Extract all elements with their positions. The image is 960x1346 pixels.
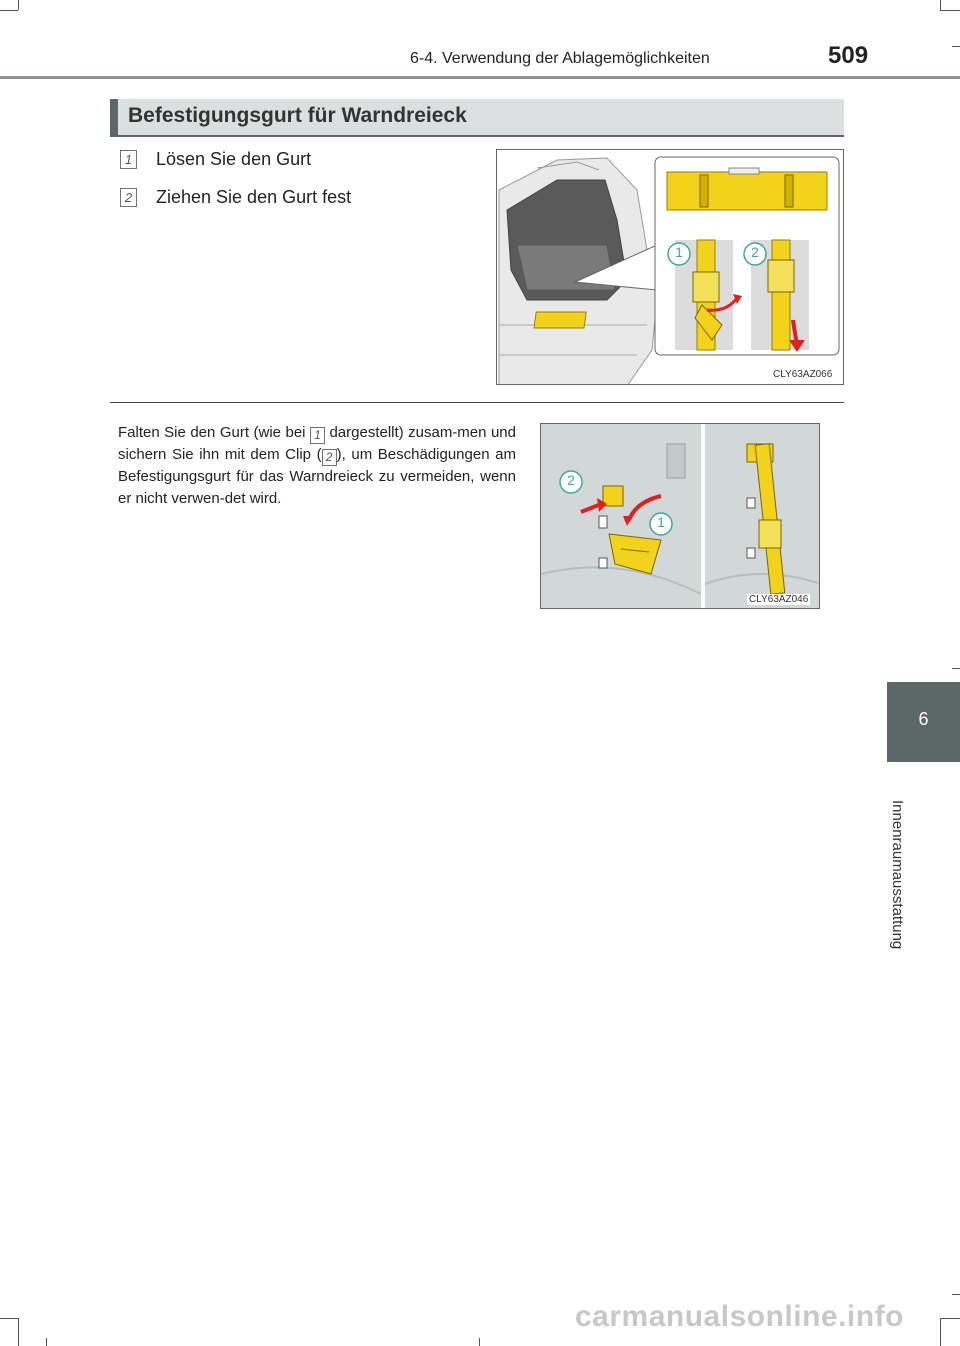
crop-mark [952, 668, 960, 669]
inline-badge: 1 [310, 427, 325, 444]
crop-mark [940, 1318, 941, 1346]
crop-mark [479, 1338, 480, 1346]
callout-2: 2 [751, 244, 759, 260]
crop-mark [952, 1294, 960, 1295]
step-badge: 1 [120, 150, 137, 169]
chapter-thumb-tab [887, 682, 960, 762]
callout-2: 2 [567, 472, 575, 488]
page-number: 509 [828, 42, 869, 69]
body-paragraph [118, 422, 516, 509]
figure-strap-clip [540, 423, 820, 609]
inline-badge: 2 [322, 449, 337, 466]
figure-code: CLY63AZ046 [749, 594, 809, 605]
crop-mark [952, 46, 960, 47]
crop-mark [0, 1318, 18, 1319]
crop-mark [18, 1318, 19, 1346]
clip-illustration [541, 424, 820, 609]
crop-mark [18, 0, 19, 10]
crop-mark [46, 1338, 47, 1346]
section-heading [110, 99, 844, 135]
crop-mark [940, 10, 960, 11]
paragraph-text: ), um Beschädigungen am Befestigungsgurt für das Warndreieck zu vermeiden, wenn er nicht verwen-det wird. [118, 446, 516, 507]
crop-mark [940, 0, 941, 10]
section-title: Befestigungsgurt für Warndreieck [128, 104, 467, 127]
chapter-number: 6 [918, 709, 929, 729]
paragraph-text: Falten Sie den Gurt (wie bei [118, 424, 310, 441]
chapter-label [889, 800, 916, 970]
step-text: Lösen Sie den Gurt [156, 149, 312, 169]
step-text: Ziehen Sie den Gurt fest [156, 187, 352, 207]
crop-mark [940, 1318, 960, 1319]
section-divider [110, 402, 844, 403]
watermark: carmanualsonline.info [575, 1300, 904, 1333]
crop-mark [0, 10, 18, 11]
chapter-label-text: Innenraumausstattung [889, 800, 906, 950]
trunk-illustration [497, 150, 844, 385]
figure-code: CLY63AZ066 [773, 369, 833, 380]
section-rule [110, 135, 844, 137]
figure-strap-trunk [496, 149, 844, 385]
section-accent [110, 99, 118, 135]
paragraph-text: dargestellt) zusam-men und sichern Sie ihn mit dem Clip ( [118, 424, 516, 463]
header-rule [0, 76, 960, 79]
callout-1: 1 [657, 514, 665, 530]
callout-1: 1 [675, 244, 683, 260]
running-head: 6-4. Verwendung der Ablagemöglichkeiten [410, 50, 710, 67]
step-badge: 2 [120, 188, 137, 207]
